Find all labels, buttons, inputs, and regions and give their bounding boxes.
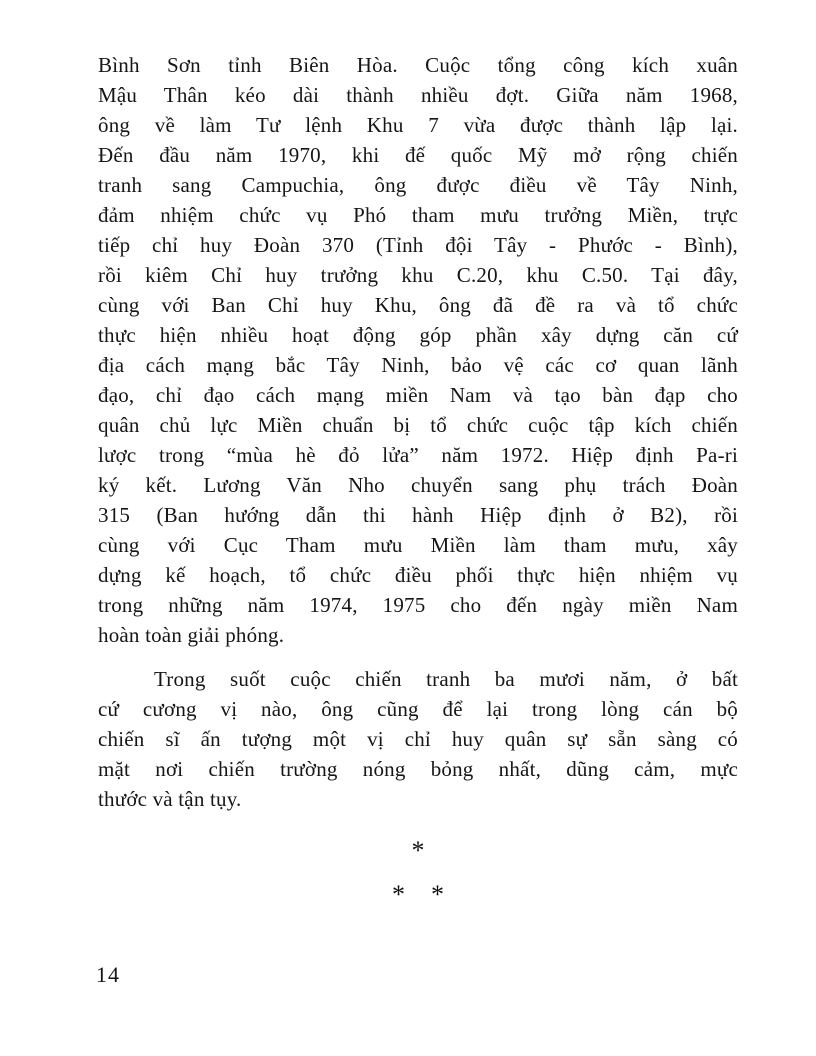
asterisk-row — [98, 882, 738, 908]
text-line: quân chủ lực Miền chuẩn bị tổ chức cuộc tập kích chiến — [98, 413, 738, 437]
text-line: dựng kế hoạch, tổ chức điều phối thực hiện nhiệm vụ — [98, 563, 738, 587]
text-line: ông về làm Tư lệnh Khu 7 vừa được thành lập lại. — [98, 113, 738, 137]
text-line: rồi kiêm Chỉ huy trưởng khu C.20, khu C.50. Tại đây, — [98, 263, 738, 287]
text-line: địa cách mạng bắc Tây Ninh, bảo vệ các cơ quan lãnh — [98, 353, 738, 377]
page-number: 14 — [96, 962, 120, 987]
text-line: ký kết. Lương Văn Nho chuyển sang phụ trách Đoàn — [98, 473, 738, 497]
text-line: tranh sang Campuchia, ông được điều về Tây Ninh, — [98, 173, 738, 197]
asterisk-icon: * — [411, 836, 425, 865]
asterisk-icon: * — [431, 880, 444, 909]
paragraph-2 — [98, 664, 738, 814]
text-line: thước và tận tụy. — [98, 787, 242, 811]
text-line: hoàn toàn giải phóng. — [98, 623, 285, 647]
text-line: trong những năm 1974, 1975 cho đến ngày miền Nam — [98, 593, 738, 617]
text-line: tiếp chỉ huy Đoàn 370 (Tỉnh đội Tây - Phước - Bình), — [98, 233, 738, 257]
section-separator — [98, 838, 738, 908]
text-line: thực hiện nhiều hoạt động góp phần xây dựng căn cứ — [98, 323, 738, 347]
text-line: cứ cương vị nào, ông cũng để lại trong lòng cán bộ — [98, 697, 738, 721]
text-line: Đến đầu năm 1970, khi đế quốc Mỹ mở rộng chiến — [98, 143, 738, 167]
asterisk-icon: * — [392, 880, 405, 909]
text-line: chiến sĩ ấn tượng một vị chỉ huy quân sự sẵn sàng có — [98, 727, 738, 751]
text-line: Bình Sơn tỉnh Biên Hòa. Cuộc tổng công kích xuân — [98, 53, 738, 77]
text-line: Trong suốt cuộc chiến tranh ba mươi năm, ở bất — [154, 667, 738, 691]
text-line: Mậu Thân kéo dài thành nhiều đợt. Giữa năm 1968, — [98, 83, 738, 107]
text-line: cùng với Cục Tham mưu Miền làm tham mưu, xây — [98, 533, 738, 557]
text-line: cùng với Ban Chỉ huy Khu, ông đã đề ra và tổ chức — [98, 293, 738, 317]
text-line: đảm nhiệm chức vụ Phó tham mưu trưởng Miền, trực — [98, 203, 738, 227]
text-line: đạo, chỉ đạo cách mạng miền Nam và tạo bàn đạp cho — [98, 383, 738, 407]
text-line: lược trong “mùa hè đỏ lửa” năm 1972. Hiệp định Pa-ri — [98, 443, 738, 467]
body-text — [98, 50, 738, 814]
text-line: 315 (Ban hướng dẫn thi hành Hiệp định ở B2), rồi — [98, 503, 738, 527]
paragraph-1 — [98, 50, 738, 650]
text-line: mặt nơi chiến trường nóng bỏng nhất, dũng cảm, mực — [98, 757, 738, 781]
